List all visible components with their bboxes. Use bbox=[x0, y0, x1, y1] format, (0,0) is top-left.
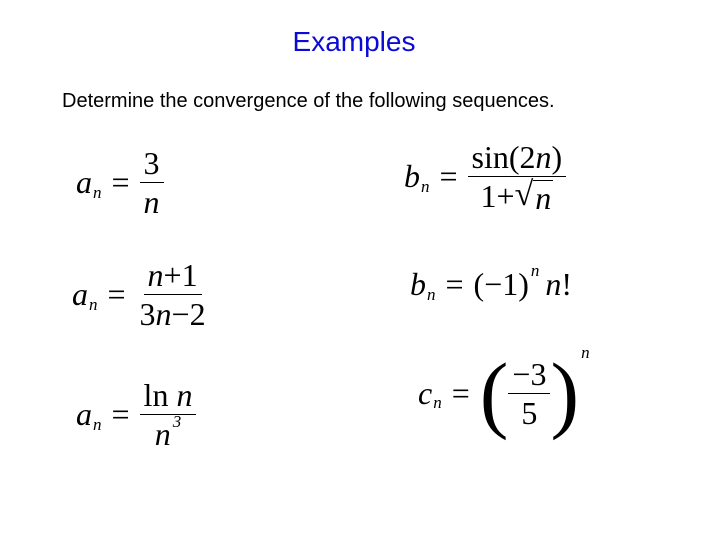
radicand: n bbox=[535, 179, 552, 216]
numerator-fn: sin(2 bbox=[471, 139, 536, 175]
equals-sign: = bbox=[439, 158, 458, 194]
tail-var: n bbox=[545, 266, 562, 302]
slide-subtitle: Determine the convergence of the following sequences. bbox=[62, 90, 555, 112]
fraction bbox=[136, 256, 210, 333]
eq-lhs-subscript: n bbox=[427, 284, 436, 304]
eq-lhs-subscript: n bbox=[93, 414, 102, 434]
eq-lhs-var: a bbox=[76, 396, 92, 432]
eq-lhs-var: c bbox=[418, 374, 433, 411]
equation-a2 bbox=[72, 256, 210, 333]
denominator-rest: −2 bbox=[171, 296, 206, 332]
denominator-var: n bbox=[154, 416, 171, 452]
factorial-sign: ! bbox=[561, 266, 573, 302]
denominator-exponent: 3 bbox=[172, 412, 182, 431]
equation-a1 bbox=[76, 144, 164, 221]
denominator bbox=[151, 412, 186, 453]
numerator bbox=[140, 376, 197, 415]
eq-lhs-var: b bbox=[410, 266, 426, 302]
denominator-lead: 1+ bbox=[480, 178, 515, 214]
fraction bbox=[140, 376, 197, 453]
exponent: n bbox=[530, 260, 540, 280]
numerator bbox=[144, 256, 202, 295]
numerator-var: n bbox=[535, 139, 552, 175]
numerator bbox=[468, 138, 567, 177]
equals-sign: = bbox=[445, 266, 464, 302]
square-root bbox=[514, 175, 554, 216]
eq-lhs-var: a bbox=[76, 164, 92, 200]
denominator-var: n bbox=[155, 296, 172, 332]
slide-title: Examples bbox=[292, 26, 416, 57]
equation-c1 bbox=[418, 343, 590, 441]
numerator-fn: ln bbox=[143, 377, 169, 413]
equals-sign: = bbox=[111, 396, 130, 432]
denominator-coef: 3 bbox=[139, 296, 156, 332]
equals-sign: = bbox=[107, 276, 126, 312]
fraction bbox=[468, 138, 567, 215]
denominator bbox=[136, 295, 210, 333]
numerator-close: ) bbox=[551, 139, 563, 175]
numerator-rest: +1 bbox=[163, 257, 198, 293]
right-paren: ) bbox=[550, 345, 580, 441]
left-paren: ( bbox=[479, 345, 509, 441]
eq-lhs-subscript: n bbox=[89, 294, 98, 314]
fraction bbox=[140, 144, 164, 221]
numerator-var: n bbox=[176, 377, 193, 413]
eq-lhs-subscript: n bbox=[421, 176, 430, 196]
eq-lhs-var: b bbox=[404, 158, 420, 194]
denominator: n bbox=[143, 184, 160, 220]
exponent: n bbox=[581, 343, 590, 362]
equation-b1 bbox=[404, 138, 566, 215]
base: (−1) bbox=[473, 266, 529, 302]
eq-lhs-var: a bbox=[72, 276, 88, 312]
numerator: −3 bbox=[508, 355, 550, 394]
equals-sign: = bbox=[451, 374, 470, 411]
fraction bbox=[508, 355, 550, 432]
equation-b2 bbox=[410, 260, 573, 304]
radical-sign-icon: √ bbox=[514, 175, 534, 213]
equation-a3 bbox=[76, 376, 196, 453]
denominator: 5 bbox=[521, 394, 538, 431]
eq-lhs-subscript: n bbox=[93, 182, 102, 202]
eq-lhs-subscript: n bbox=[433, 393, 442, 412]
numerator-var: n bbox=[147, 257, 164, 293]
denominator bbox=[477, 177, 558, 215]
equals-sign: = bbox=[111, 164, 130, 200]
numerator: 3 bbox=[140, 144, 164, 183]
